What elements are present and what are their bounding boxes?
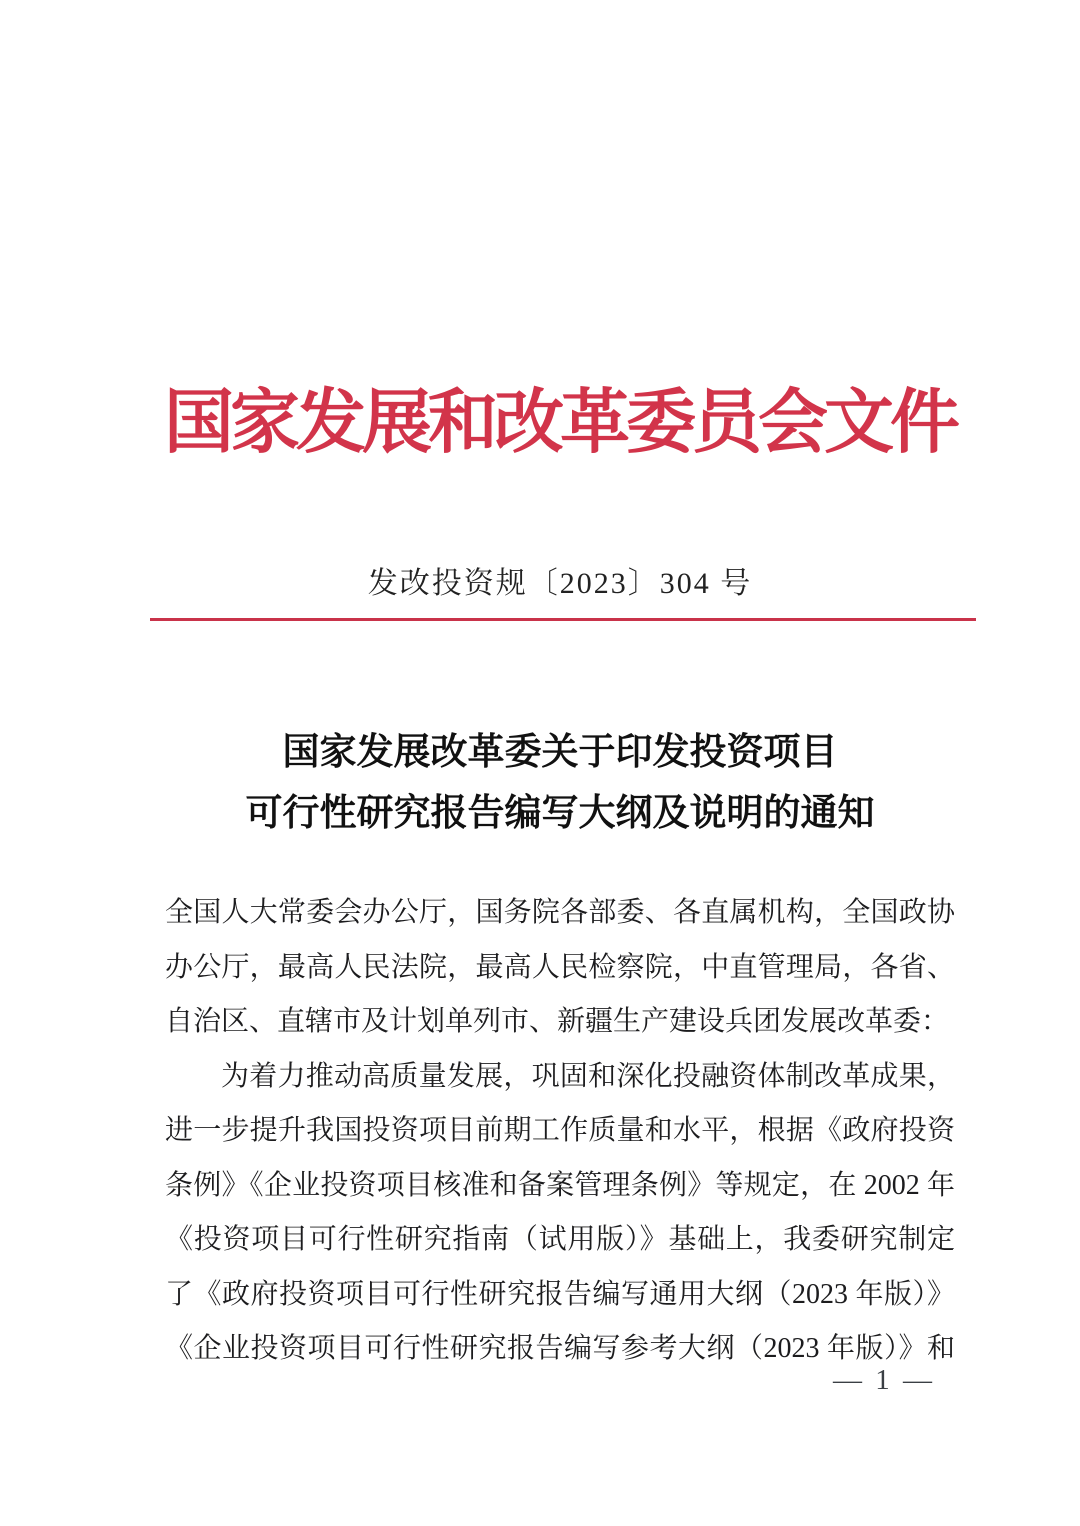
page-number: — 1 — bbox=[833, 1364, 935, 1396]
body-line: 为着力推动高质量发展，巩固和深化投融资体制改革成果， bbox=[221, 1060, 955, 1092]
document-title-line-1: 国家发展改革委关于印发投资项目 bbox=[282, 732, 838, 773]
body-line: 自治区、直辖市及计划单列市、新疆生产建设兵团发展改革委： bbox=[165, 1006, 950, 1037]
body-line: 《投资项目可行性研究指南（试用版）》基础上，我委研究制定 bbox=[165, 1224, 955, 1255]
body-line: 了《政府投资项目可行性研究报告编写通用大纲（2023 年版）》 bbox=[165, 1278, 955, 1310]
body-line: 全国人大常委会办公厅，国务院各部委、各直属机构，全国政协 bbox=[165, 897, 955, 928]
red-divider-line bbox=[150, 618, 976, 621]
body-line: 进一步提升我国投资项目前期工作质量和水平，根据《政府投资 bbox=[165, 1115, 955, 1146]
body-line: 办公厅，最高人民法院，最高人民检察院，中直管理局，各省、 bbox=[165, 951, 955, 983]
document-title bbox=[120, 722, 1000, 844]
red-header-title: 国家发展和改革委员会文件 bbox=[164, 385, 956, 462]
body-line: 条例》《企业投资项目核准和备案管理条例》等规定，在 2002 年 bbox=[165, 1169, 955, 1201]
document-title-line-2: 可行性研究报告编写大纲及说明的通知 bbox=[245, 793, 875, 834]
body-line: 《企业投资项目可行性研究报告编写参考大纲（2023 年版）》和 bbox=[165, 1333, 955, 1364]
document-number: 发改投资规〔2023〕304 号 bbox=[367, 567, 753, 600]
document-body bbox=[165, 886, 955, 1377]
